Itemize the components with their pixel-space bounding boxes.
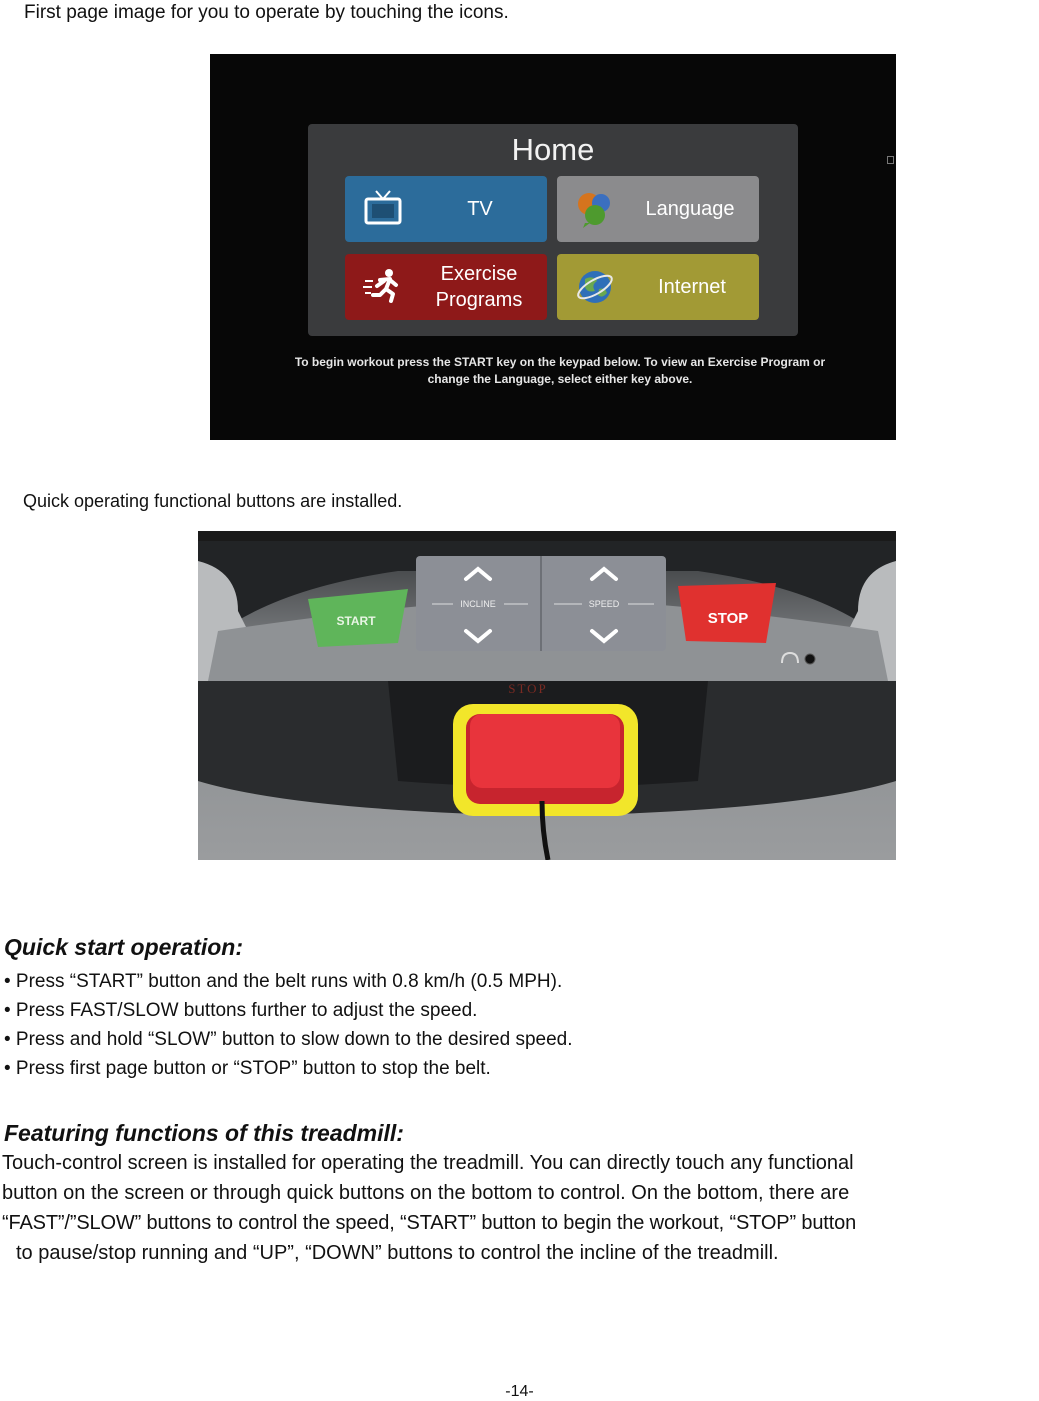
internet-tile[interactable]	[557, 254, 759, 320]
exercise-programs-label: Exercise Programs	[435, 263, 523, 311]
keypad-photo	[198, 531, 896, 860]
language-label: Language	[645, 198, 735, 220]
features-paragraph-line: “FAST”/”SLOW” buttons to control the speed, “START” button to begin the workout, “STOP” button	[2, 1212, 857, 1234]
features-paragraph-line: button on the screen or through quick buttons on the bottom to control. On the bottom, there are	[2, 1182, 850, 1204]
language-tile[interactable]	[557, 176, 759, 242]
safety-stop-label: STOP	[508, 681, 548, 696]
keypad-illustration	[198, 531, 896, 860]
features-heading: Featuring functions of this treadmill:	[4, 1120, 404, 1146]
running-person-icon	[363, 267, 403, 307]
list-item: • Press and hold “SLOW” button to slow down to the desired speed.	[4, 1029, 573, 1050]
home-panel	[308, 124, 798, 336]
start-key-label: START	[336, 614, 376, 628]
internet-label: Internet	[658, 276, 726, 298]
list-item: • Press first page button or “STOP” button to stop the belt.	[4, 1058, 491, 1079]
list-item: • Press FAST/SLOW buttons further to adjust the speed.	[4, 1000, 478, 1021]
safety-stop-key[interactable]	[453, 704, 638, 816]
start-button[interactable]	[308, 589, 408, 647]
page-number: -14-	[505, 1383, 534, 1400]
stop-button[interactable]	[678, 583, 776, 643]
stop-key-label: STOP	[707, 610, 749, 627]
incline-label: INCLINE	[460, 599, 496, 609]
speed-label: SPEED	[588, 599, 620, 609]
tv-tile[interactable]	[345, 176, 547, 242]
features-paragraph-line: to pause/stop running and “UP”, “DOWN” buttons to control the incline of the treadmill.	[16, 1242, 779, 1264]
speech-bubbles-icon	[575, 189, 615, 229]
home-hint-text: To begin workout press the START key on the keypad below. To view an Exercise Program or change the Language, select either key above.	[294, 355, 826, 386]
exercise-programs-tile[interactable]	[345, 254, 547, 320]
caption-first-page: First page image for you to operate by touching the icons.	[24, 2, 509, 23]
quick-start-heading: Quick start operation:	[4, 934, 243, 960]
tv-icon	[363, 189, 403, 229]
quick-start-list	[4, 967, 573, 1083]
list-item: • Press “START” button and the belt runs with 0.8 km/h (0.5 MPH).	[4, 971, 563, 992]
features-paragraph-line: Touch-control screen is installed for operating the treadmill. You can directly touch any functional	[2, 1152, 854, 1174]
globe-icon	[575, 267, 615, 307]
home-screen-photo	[210, 54, 896, 440]
home-title: Home	[511, 132, 595, 167]
caption-quick-buttons: Quick operating functional buttons are installed.	[23, 491, 403, 511]
tv-label: TV	[467, 198, 493, 220]
side-indicator	[887, 156, 894, 164]
